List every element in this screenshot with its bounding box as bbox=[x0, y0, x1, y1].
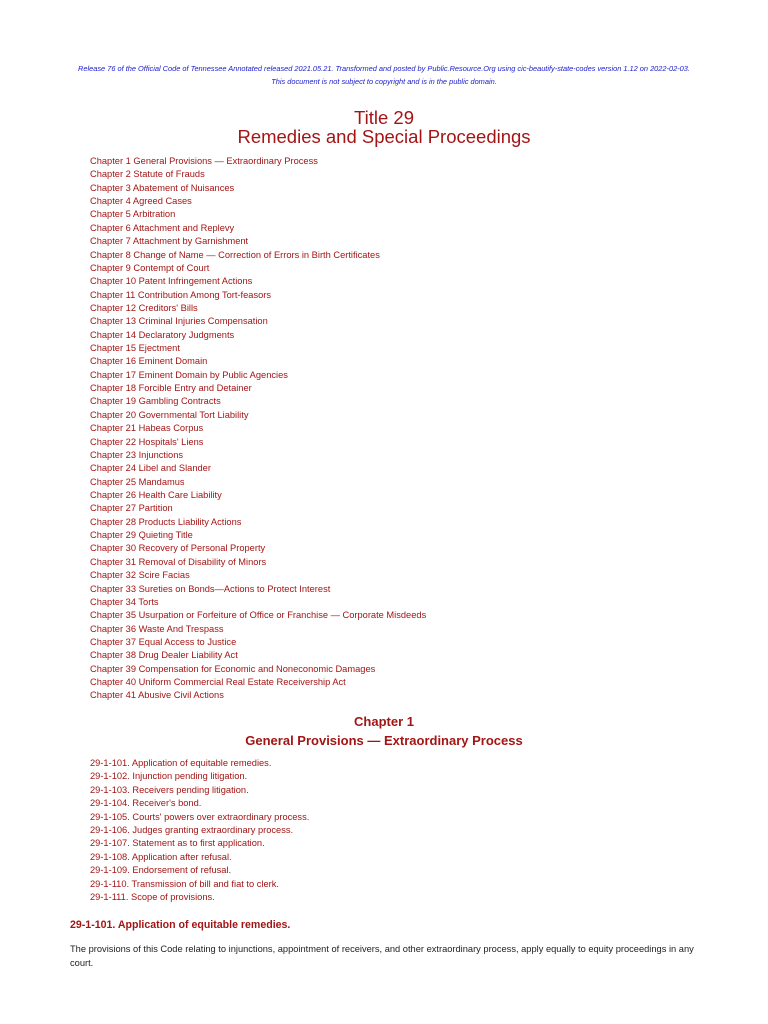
toc-link[interactable]: Chapter 22 Hospitals' Liens bbox=[90, 436, 204, 447]
toc-link[interactable]: Chapter 24 Libel and Slander bbox=[90, 463, 211, 474]
toc-link[interactable]: Chapter 31 Removal of Disability of Minors bbox=[90, 556, 267, 567]
toc-link[interactable]: Chapter 13 Criminal Injuries Compensation bbox=[90, 316, 268, 327]
section-link[interactable]: 29-1-108. Application after refusal. bbox=[90, 851, 232, 862]
section-link[interactable]: 29-1-107. Statement as to first application. bbox=[90, 838, 265, 849]
toc-link[interactable]: Chapter 14 Declaratory Judgments bbox=[90, 329, 235, 340]
toc-link[interactable]: Chapter 32 Scire Facias bbox=[90, 570, 190, 581]
toc-link[interactable]: Chapter 36 Waste And Trespass bbox=[90, 623, 224, 634]
toc-link[interactable]: Chapter 15 Ejectment bbox=[90, 343, 180, 354]
toc-link[interactable]: Chapter 30 Recovery of Personal Property bbox=[90, 543, 266, 554]
toc-link[interactable]: Chapter 10 Patent Infringement Actions bbox=[90, 276, 253, 287]
section-link[interactable]: 29-1-101. Application of equitable remedies. bbox=[90, 758, 272, 768]
toc-link[interactable]: Chapter 7 Attachment by Garnishment bbox=[90, 236, 249, 247]
release-notice: Release 76 of the Official Code of Tennessee Annotated released 2021.05.21. Transformed and posted by Public.Resource.Org using cic-beautify-state-codes version 1.12 on 2022-02-03. bbox=[78, 64, 690, 73]
toc-link[interactable]: Chapter 17 Eminent Domain by Public Agencies bbox=[90, 369, 288, 380]
toc-link[interactable]: Chapter 23 Injunctions bbox=[90, 449, 184, 460]
toc-link[interactable]: Chapter 21 Habeas Corpus bbox=[90, 423, 204, 434]
section-body: The provisions of this Code relating to injunctions, appointment of receivers, and other extraordinary process, apply equally to equity proceedings in any court. bbox=[70, 944, 694, 968]
toc-link[interactable]: Chapter 16 Eminent Domain bbox=[90, 356, 208, 367]
toc-link[interactable]: Chapter 25 Mandamus bbox=[90, 476, 185, 487]
section-heading: 29-1-101. Application of equitable remedies. bbox=[70, 919, 291, 931]
toc-link[interactable]: Chapter 4 Agreed Cases bbox=[90, 196, 192, 207]
toc-link[interactable]: Chapter 35 Usurpation or Forfeiture of Office or Franchise — Corporate Misdeeds bbox=[90, 610, 427, 621]
section-link[interactable]: 29-1-105. Courts' powers over extraordinary process. bbox=[90, 811, 310, 822]
toc-link[interactable]: Chapter 37 Equal Access to Justice bbox=[90, 636, 237, 647]
section-toc bbox=[90, 757, 309, 904]
section-link[interactable]: 29-1-103. Receivers pending litigation. bbox=[90, 784, 249, 795]
toc-link[interactable]: Chapter 9 Contempt of Court bbox=[90, 262, 210, 273]
toc-link[interactable]: Chapter 38 Drug Dealer Liability Act bbox=[90, 650, 238, 661]
toc-link[interactable]: Chapter 28 Products Liability Actions bbox=[90, 516, 242, 527]
section-link[interactable]: 29-1-102. Injunction pending litigation. bbox=[90, 771, 248, 782]
toc-link[interactable]: Chapter 18 Forcible Entry and Detainer bbox=[90, 383, 252, 394]
section-link[interactable]: 29-1-111. Scope of provisions. bbox=[90, 892, 215, 903]
toc-link[interactable]: Chapter 5 Arbitration bbox=[90, 209, 176, 220]
title-number: Title 29 bbox=[354, 107, 414, 128]
toc-link[interactable]: Chapter 40 Uniform Commercial Real Estate Receivership Act bbox=[90, 677, 346, 688]
toc-link[interactable]: Chapter 41 Abusive Civil Actions bbox=[90, 690, 224, 701]
toc-link[interactable]: Chapter 20 Governmental Tort Liability bbox=[90, 409, 249, 420]
toc-link[interactable]: Chapter 6 Attachment and Replevy bbox=[90, 222, 235, 233]
toc-link[interactable]: Chapter 12 Creditors' Bills bbox=[90, 302, 198, 313]
toc-link[interactable]: Chapter 2 Statute of Frauds bbox=[90, 169, 205, 180]
chapter-toc bbox=[90, 155, 426, 703]
toc-link[interactable]: Chapter 39 Compensation for Economic and Noneconomic Damages bbox=[90, 663, 376, 674]
toc-link[interactable]: Chapter 26 Health Care Liability bbox=[90, 489, 222, 500]
section-link[interactable]: 29-1-110. Transmission of bill and fiat to clerk. bbox=[90, 878, 279, 889]
toc-link[interactable]: Chapter 3 Abatement of Nuisances bbox=[90, 182, 235, 193]
section-link[interactable]: 29-1-109. Endorsement of refusal. bbox=[90, 865, 232, 876]
toc-link[interactable]: Chapter 29 Quieting Title bbox=[90, 530, 193, 541]
public-domain-notice: This document is not subject to copyright and is in the public domain. bbox=[271, 77, 497, 86]
toc-link[interactable]: Chapter 11 Contribution Among Tort-feasors bbox=[90, 289, 272, 300]
chapter-name: General Provisions — Extraordinary Process bbox=[245, 733, 523, 748]
toc-link[interactable]: Chapter 27 Partition bbox=[90, 503, 173, 514]
toc-link[interactable]: Chapter 34 Torts bbox=[90, 596, 159, 607]
section-link[interactable]: 29-1-106. Judges granting extraordinary process. bbox=[90, 825, 294, 836]
toc-link[interactable]: Chapter 1 General Provisions — Extraordinary Process bbox=[90, 156, 318, 166]
chapter-number: Chapter 1 bbox=[354, 714, 414, 729]
title-name: Remedies and Special Proceedings bbox=[237, 126, 531, 147]
section-link[interactable]: 29-1-104. Receiver's bond. bbox=[90, 798, 202, 809]
toc-link[interactable]: Chapter 19 Gambling Contracts bbox=[90, 396, 221, 407]
toc-link[interactable]: Chapter 33 Sureties on Bonds—Actions to Protect Interest bbox=[90, 583, 331, 594]
toc-link[interactable]: Chapter 8 Change of Name — Correction of Errors in Birth Certificates bbox=[90, 249, 380, 260]
